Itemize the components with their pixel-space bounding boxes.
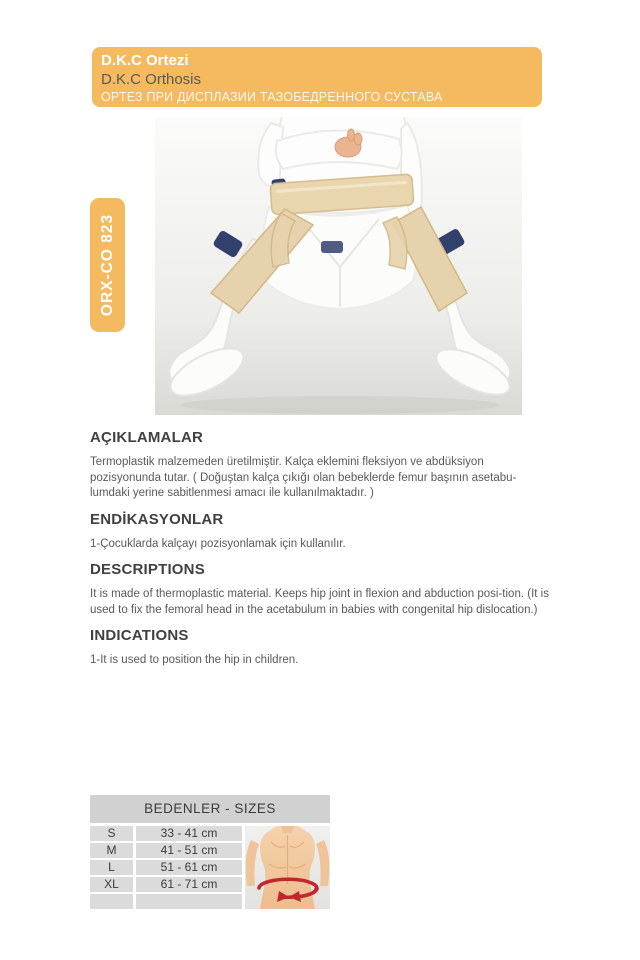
size-row-empty (90, 894, 242, 909)
product-title-english: D.K.C Orthosis (101, 71, 202, 88)
section-body-endikasyonlar: 1-Çocuklarda kalçayı pozisyonlamak için kullanılır. (90, 537, 346, 550)
range-cell: 41 - 51 cm (136, 843, 242, 858)
range-cell: 61 - 71 cm (136, 877, 242, 892)
section-body-aciklamalar: Termoplastik malzemeden üretilmiştir. Kalça eklemini fleksiyon ve abdüksiyon pozisyonunda tutar. ( Doğuştan kalça çıkığı olan bebeklerde femur başının asetabu-lumdaki yerine sabitlenmesi amacı ile kullanılmaktadır. ) (90, 456, 517, 499)
section-heading-aciklamalar: AÇIKLAMALAR (90, 429, 204, 446)
product-title-turkish: D.K.C Ortezi (101, 52, 189, 69)
product-title-russian: ОРТЕЗ ПРИ ДИСПЛАЗИИ ТАЗОБЕДРЕННОГО СУСТАВА (101, 90, 443, 104)
description-sections (90, 429, 550, 678)
product-photo (155, 117, 522, 415)
size-row-l (90, 860, 242, 875)
size-row-xl (90, 877, 242, 892)
size-cell: L (90, 860, 133, 875)
section-body-descriptions: It is made of thermoplastic material. Keeps hip joint in flexion and abduction posi-tion. (It is used to fix the femoral head in the acetabulum in babies with congenital hip dislocation.) (90, 588, 549, 616)
size-cell: XL (90, 877, 133, 892)
range-cell: 33 - 41 cm (136, 826, 242, 841)
product-header (92, 47, 542, 107)
size-cell: S (90, 826, 133, 841)
section-heading-descriptions: DESCRIPTIONS (90, 561, 205, 578)
size-table-title: BEDENLER - SIZES (90, 795, 330, 823)
section-heading-indications: INDICATIONS (90, 627, 189, 644)
product-code-tag (90, 198, 125, 332)
section-body-indications: 1-It is used to position the hip in children. (90, 654, 299, 666)
torso-back-icon (245, 826, 330, 909)
section-heading-endikasyonlar: ENDİKASYONLAR (90, 510, 224, 528)
size-table (90, 795, 330, 909)
size-row-s (90, 826, 242, 841)
waist-measurement-illustration (245, 826, 330, 909)
range-cell: 51 - 61 cm (136, 860, 242, 875)
baby-hip-orthosis-illustration (155, 117, 522, 415)
size-cell: M (90, 843, 133, 858)
size-row-m (90, 843, 242, 858)
product-code-label: ORX-CO 823 (98, 213, 116, 317)
